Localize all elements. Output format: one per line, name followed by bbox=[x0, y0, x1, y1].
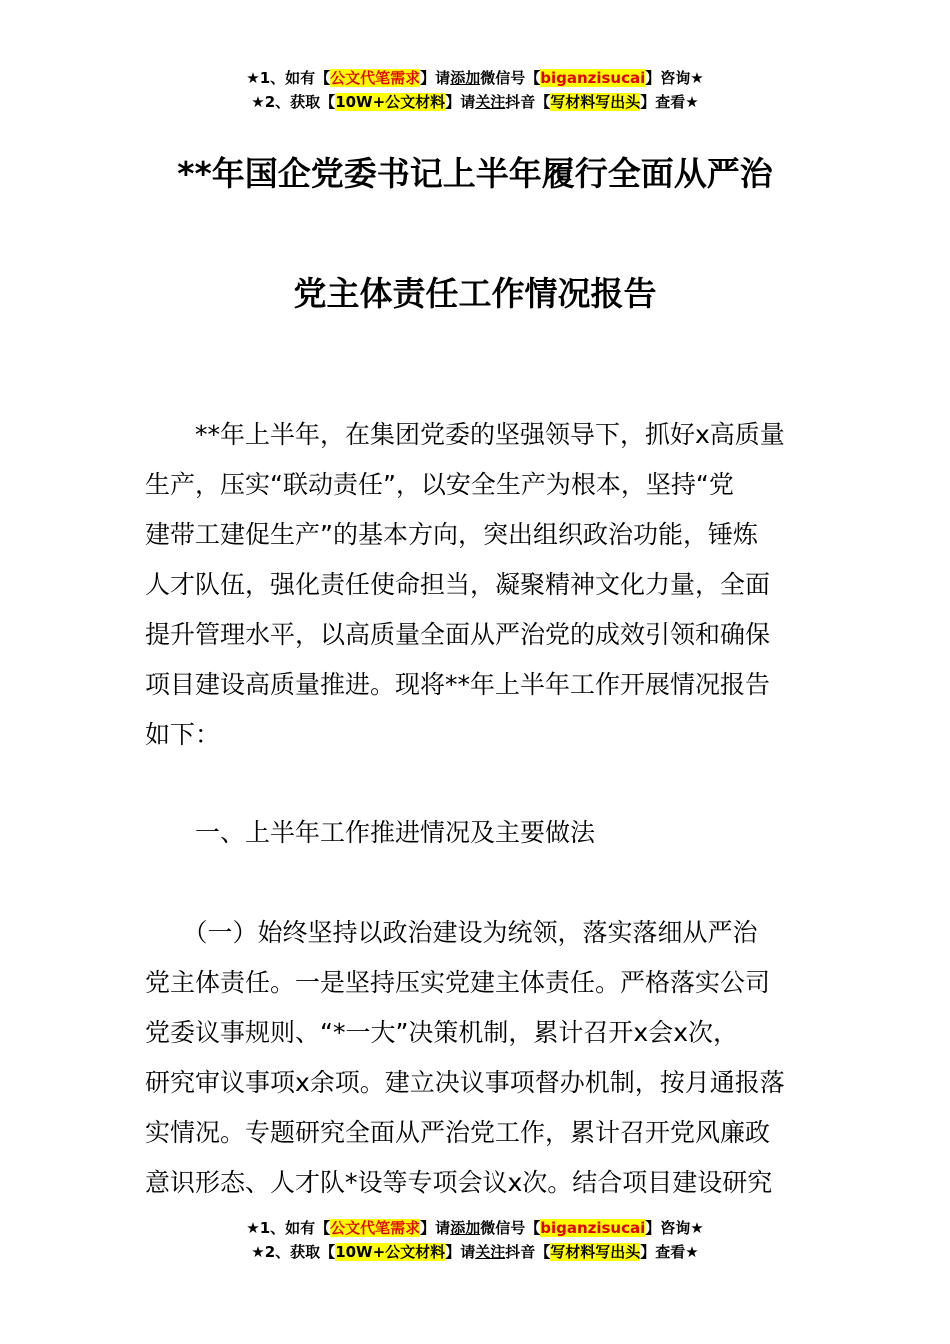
highlight-text: 公文代笔需求 bbox=[330, 1219, 421, 1237]
paragraph-line: 如下： bbox=[145, 720, 221, 749]
banner-text: 】请 bbox=[445, 1243, 476, 1261]
document-title-line-1: **年国企党委书记上半年履行全面从严治 bbox=[177, 154, 773, 193]
paragraph-line: 实情况。专题研究全面从严治党工作，累计召开党风廉政 bbox=[145, 1118, 771, 1147]
underlined-text: 关注 bbox=[475, 1243, 506, 1261]
banner-text: 】查看★ bbox=[640, 93, 699, 111]
banner-text: 2、获取【 bbox=[264, 1243, 336, 1261]
banner-text: 】查看★ bbox=[640, 1243, 699, 1261]
paragraph-line: 意识形态、人才队*设等专项会议x次。结合项目建设研究 bbox=[145, 1168, 773, 1197]
star-icon: ★ bbox=[246, 69, 260, 87]
header-banner bbox=[0, 66, 950, 114]
banner-text: 抖音【 bbox=[505, 1243, 551, 1261]
intro-paragraph bbox=[145, 410, 810, 760]
banner-text: 1、如有【 bbox=[259, 69, 331, 87]
highlight-text: 公文代笔需求 bbox=[330, 69, 421, 87]
section-heading-1 bbox=[145, 808, 810, 858]
paragraph-line: 党主体责任。一是坚持压实党建主体责任。严格落实公司 bbox=[145, 968, 771, 997]
footer-banner bbox=[0, 1216, 950, 1264]
underlined-text: 关注 bbox=[475, 93, 506, 111]
paragraph-line: 建带工建促生产”的基本方向，突出组织政治功能，锤炼 bbox=[145, 520, 758, 549]
document-title-line-2: 党主体责任工作情况报告 bbox=[293, 274, 657, 313]
heading-text: 一、上半年工作推进情况及主要做法 bbox=[145, 818, 596, 847]
banner-line-2 bbox=[0, 1240, 950, 1264]
highlight-text: 10W+公文材料 bbox=[335, 93, 446, 111]
douyin-account: 写材料写出头 bbox=[550, 93, 641, 111]
wechat-id: biganzisucai bbox=[540, 1219, 646, 1237]
banner-text: 】请 bbox=[445, 93, 476, 111]
banner-text: 2、获取【 bbox=[264, 93, 336, 111]
banner-line-2 bbox=[0, 90, 950, 114]
banner-text: 1、如有【 bbox=[259, 1219, 331, 1237]
star-icon: ★ bbox=[246, 1219, 260, 1237]
banner-text: 微信号【 bbox=[480, 69, 541, 87]
banner-text: 】请 bbox=[420, 69, 451, 87]
banner-line-1 bbox=[0, 66, 950, 90]
banner-text: 】咨询★ bbox=[645, 1219, 704, 1237]
paragraph-line: 提升管理水平，以高质量全面从严治党的成效引领和确保 bbox=[145, 620, 771, 649]
star-icon: ★ bbox=[251, 93, 265, 111]
underlined-text: 添加 bbox=[450, 69, 481, 87]
banner-text: 抖音【 bbox=[505, 93, 551, 111]
douyin-account: 写材料写出头 bbox=[550, 1243, 641, 1261]
paragraph-line: 人才队伍，强化责任使命担当，凝聚精神文化力量，全面 bbox=[145, 570, 771, 599]
banner-text: 微信号【 bbox=[480, 1219, 541, 1237]
paragraph-line: （一）始终坚持以政治建设为统领，落实落细从严治 bbox=[145, 918, 758, 947]
star-icon: ★ bbox=[251, 1243, 265, 1261]
paragraph-line: **年上半年，在集团党委的坚强领导下，抓好x高质量 bbox=[145, 420, 785, 449]
section-1-paragraph bbox=[145, 908, 810, 1208]
highlight-text: 10W+公文材料 bbox=[335, 1243, 446, 1261]
underlined-text: 添加 bbox=[450, 1219, 481, 1237]
paragraph-line: 生产，压实“联动责任”，以安全生产为根本，坚持“党 bbox=[145, 470, 734, 499]
paragraph-line: 党委议事规则、“*一大”决策机制，累计召开x会x次， bbox=[145, 1018, 738, 1047]
banner-text: 】请 bbox=[420, 1219, 451, 1237]
banner-text: 】咨询★ bbox=[645, 69, 704, 87]
wechat-id: biganzisucai bbox=[540, 69, 646, 87]
paragraph-line: 项目建设高质量推进。现将**年上半年工作开展情况报告 bbox=[145, 670, 771, 699]
paragraph-line: 研究审议事项x余项。建立决议事项督办机制，按月通报落 bbox=[145, 1068, 785, 1097]
banner-line-1 bbox=[0, 1216, 950, 1240]
